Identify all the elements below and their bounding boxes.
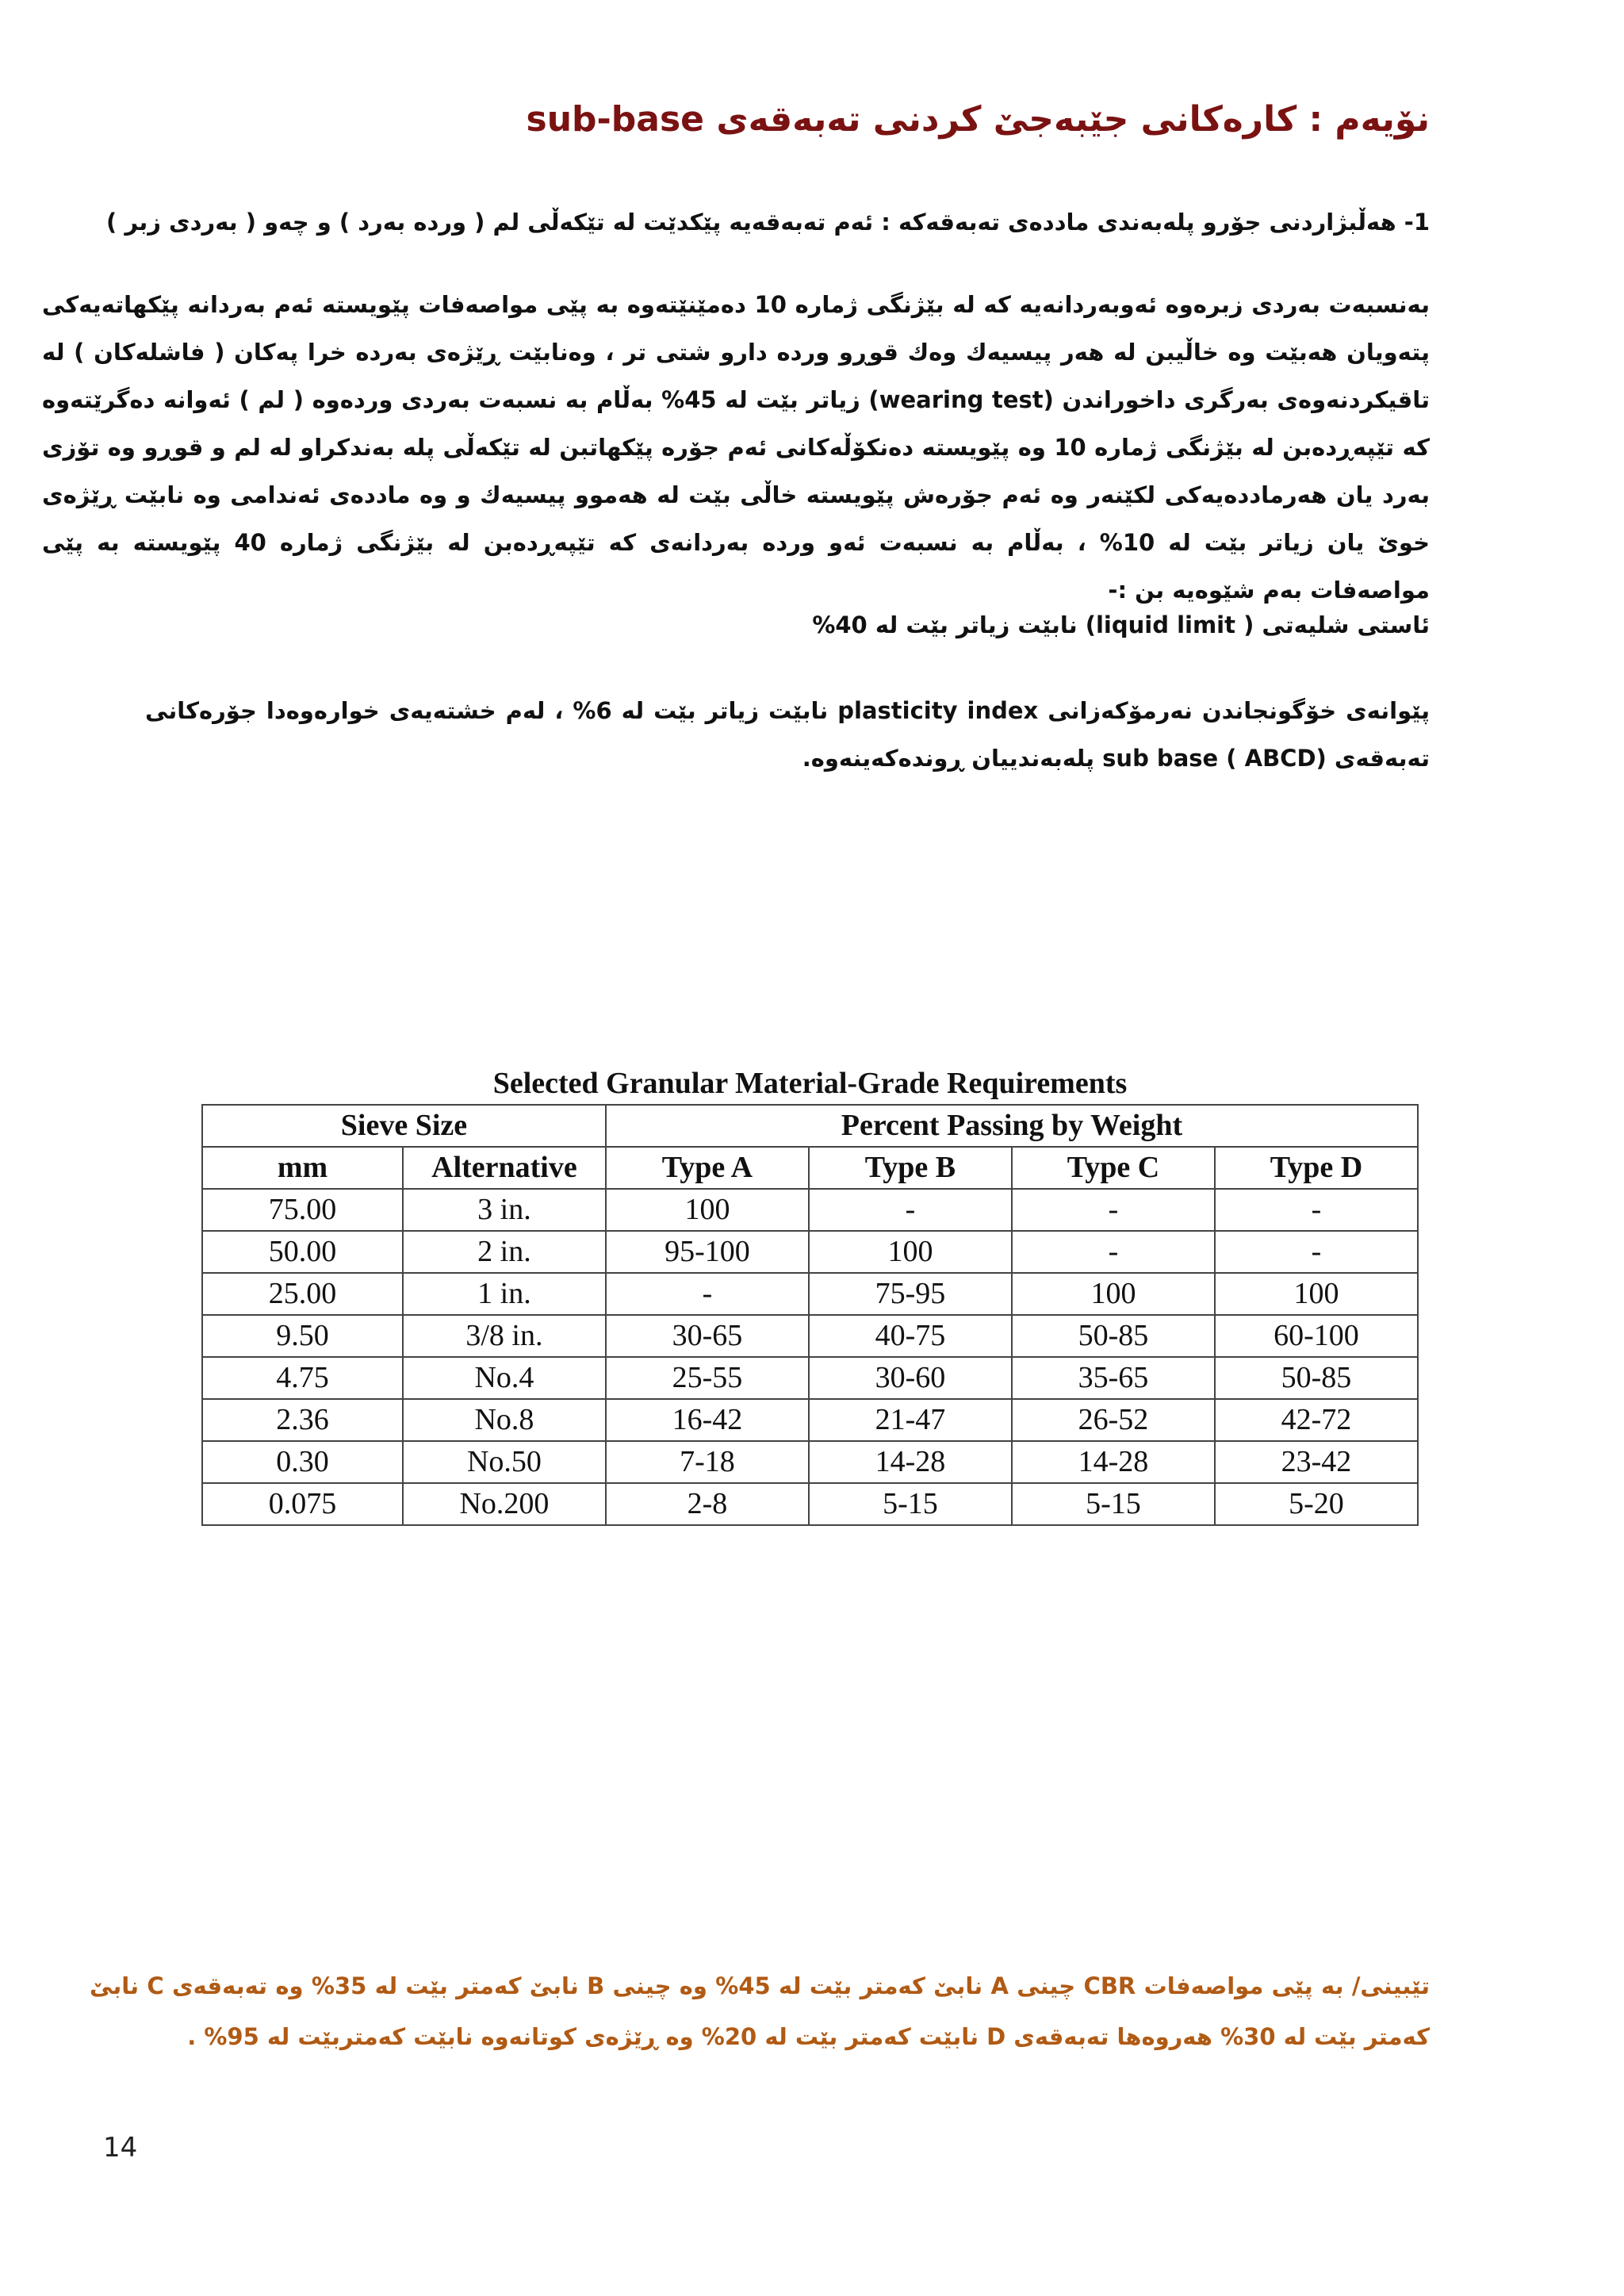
column-header-alternative: Alternative bbox=[403, 1147, 606, 1189]
table-cell: No.8 bbox=[403, 1399, 606, 1441]
table-cell: 75.00 bbox=[202, 1189, 403, 1231]
table-cell: 100 bbox=[809, 1231, 1012, 1273]
table-cell: 60-100 bbox=[1215, 1315, 1418, 1357]
group-header-percent-passing: Percent Passing by Weight bbox=[606, 1105, 1418, 1147]
table-cell: 16-42 bbox=[606, 1399, 809, 1441]
table-row bbox=[202, 1273, 1418, 1315]
coarse-aggregate-paragraph: بەنسبەت بەردی زبرەوە ئەوبەردانەیە کە لە بێژنگی ژمارە 10 دەمێنێتەوە بە پێی مواصەفات پێویستە ئەم بەردانە پێکهاتەیەکی پتەویان هەبێت وە خاڵیبن لە هەر پیسیەك وەك قوڕو وردە دارو شتی تر ، وەنابێت ڕێژەی بەردە خرا پەکان ( فاشلەکان ) لە تاقیکردنەوەی بەرگری داخوراندن (wearing test) زیاتر بێت لە 45% بەڵام بە نسبەت بەردی وردەوە ( لم ) ئەوانە دەگرێتەوە کە تێپەڕدەبن لە بێژنگی ژمارە 10 وە پێویستە دەنکۆڵەکانی ئەم جۆرە پێکهاتبن لە تێکەڵی پلە بەندکراو لە لم و قوڕو وە تۆزی بەرد یان هەرماددەیەکی لکێنەر وە ئەم جۆرەش پێویستە خاڵی بێت لە هەموو پیسیەك و وە ماددەی ئەندامی وە نابێت ڕێژەی خوێ یان زیاتر بێت لە 10% ، بەڵام بە نسبەت ئەو وردە بەردانەی کە تێپەڕدەبن لە بێژنگی ژمارە 40 پێویستە بە پێی مواصەفات بەم شێوەیە بن :- bbox=[42, 291, 1430, 604]
table-cell: 25-55 bbox=[606, 1357, 809, 1399]
table-cell: - bbox=[606, 1273, 809, 1315]
grade-requirements-table-block bbox=[201, 1063, 1419, 1526]
table-cell: 7-18 bbox=[606, 1441, 809, 1483]
table-cell: 5-20 bbox=[1215, 1483, 1418, 1525]
column-header-type-b: Type B bbox=[809, 1147, 1012, 1189]
table-cell: 100 bbox=[1215, 1273, 1418, 1315]
plasticity-index-paragraph: پێوانەی خۆگونجاندن نەرمۆکەزانی plasticity index نابێت زیاتر بێت لە 6% ، لەم خشتەیەی خوارەوەدا جۆرەکانی تەبەقەی sub base ( ABCD) پلەبەندییان ڕوندەکەینەوە. bbox=[145, 697, 1431, 772]
table-row bbox=[202, 1399, 1418, 1441]
table-group-header-row bbox=[202, 1105, 1418, 1147]
liquid-limit-paragraph: ئاستی شلیەتی ( liquid limit) نابێت زیاتر بێت لە 40% bbox=[812, 611, 1430, 638]
table-cell: 26-52 bbox=[1012, 1399, 1215, 1441]
note-paragraph: تێبینی/ بە پێی مواصەفات CBR چینی A نابێ کەمتر بێت لە 45% وە چینی B نابێ کەمتر بێت لە 35% وە تەبەقەی C نابێ کەمتر بێت لە 30% هەروەها تەبەقەی D نابێت کەمتر بێت لە 20% وە ڕێژەی کوتانەوە نابێت کەمتربێت لە 95% . bbox=[90, 1972, 1430, 2050]
table-cell: 100 bbox=[1012, 1273, 1215, 1315]
column-header-type-d: Type D bbox=[1215, 1147, 1418, 1189]
table-cell: 35-65 bbox=[1012, 1357, 1215, 1399]
column-header-type-a: Type A bbox=[606, 1147, 809, 1189]
table-cell: - bbox=[1012, 1189, 1215, 1231]
table-title: Selected Granular Material-Grade Requirements bbox=[492, 1067, 1128, 1100]
table-column-header-row bbox=[202, 1147, 1418, 1189]
table-cell: No.4 bbox=[403, 1357, 606, 1399]
table-row bbox=[202, 1231, 1418, 1273]
table-cell: 50.00 bbox=[202, 1231, 403, 1273]
table-cell: 1 in. bbox=[403, 1273, 606, 1315]
grade-requirements-table bbox=[201, 1104, 1419, 1526]
table-cell: 95-100 bbox=[606, 1231, 809, 1273]
table-cell: 5-15 bbox=[1012, 1483, 1215, 1525]
group-header-sieve-size: Sieve Size bbox=[202, 1105, 606, 1147]
table-cell: 25.00 bbox=[202, 1273, 403, 1315]
table-cell: 2-8 bbox=[606, 1483, 809, 1525]
table-cell: 0.075 bbox=[202, 1483, 403, 1525]
table-cell: 14-28 bbox=[809, 1441, 1012, 1483]
table-row bbox=[202, 1189, 1418, 1231]
table-cell: 50-85 bbox=[1215, 1357, 1418, 1399]
item-1-paragraph: 1- هەڵبژاردنی جۆرو پلەبەندی ماددەی تەبەقەکە : ئەم تەبەقەیە پێکدێت لە تێکەڵی لم ( وردە بەرد ) و چەو ( بەردی زبر ) bbox=[105, 209, 1430, 236]
table-cell: 21-47 bbox=[809, 1399, 1012, 1441]
table-cell: 42-72 bbox=[1215, 1399, 1418, 1441]
table-cell: 4.75 bbox=[202, 1357, 403, 1399]
page-heading: نۆیەم : کارەکانی جێبەجێ کردنی تەبەقەی sub-base bbox=[526, 99, 1430, 140]
table-cell: 3 in. bbox=[403, 1189, 606, 1231]
table-cell: 23-42 bbox=[1215, 1441, 1418, 1483]
table-cell: - bbox=[1215, 1231, 1418, 1273]
table-row bbox=[202, 1483, 1418, 1525]
table-cell: No.200 bbox=[403, 1483, 606, 1525]
column-header-type-c: Type C bbox=[1012, 1147, 1215, 1189]
table-cell: 40-75 bbox=[809, 1315, 1012, 1357]
table-cell: 9.50 bbox=[202, 1315, 403, 1357]
table-row bbox=[202, 1357, 1418, 1399]
table-cell: 30-60 bbox=[809, 1357, 1012, 1399]
table-cell: - bbox=[809, 1189, 1012, 1231]
table-row bbox=[202, 1441, 1418, 1483]
table-cell: - bbox=[1215, 1189, 1418, 1231]
column-header-mm: mm bbox=[202, 1147, 403, 1189]
table-cell: 2 in. bbox=[403, 1231, 606, 1273]
table-cell: 50-85 bbox=[1012, 1315, 1215, 1357]
table-cell: No.50 bbox=[403, 1441, 606, 1483]
table-cell: 2.36 bbox=[202, 1399, 403, 1441]
table-cell: 0.30 bbox=[202, 1441, 403, 1483]
table-cell: 5-15 bbox=[809, 1483, 1012, 1525]
table-cell: 30-65 bbox=[606, 1315, 809, 1357]
page-number: 14 bbox=[103, 2132, 138, 2164]
table-cell: - bbox=[1012, 1231, 1215, 1273]
table-cell: 14-28 bbox=[1012, 1441, 1215, 1483]
table-row bbox=[202, 1315, 1418, 1357]
table-cell: 3/8 in. bbox=[403, 1315, 606, 1357]
table-cell: 100 bbox=[606, 1189, 809, 1231]
table-cell: 75-95 bbox=[809, 1273, 1012, 1315]
